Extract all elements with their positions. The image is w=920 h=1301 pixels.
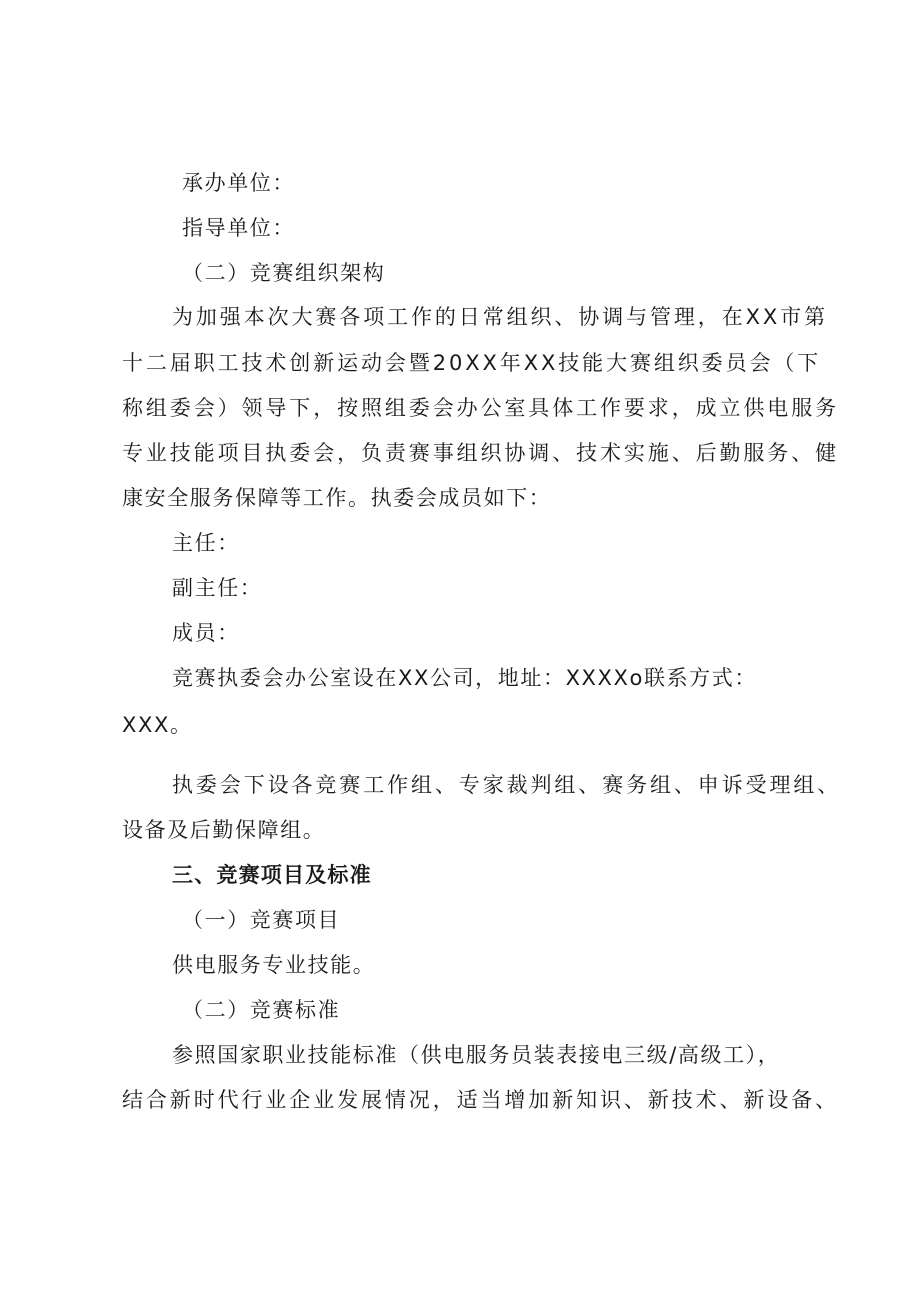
paragraph-line: 康安全服务保障等工作。执委会成员如下： xyxy=(122,486,552,510)
paragraph-line: 称组委会）领导下，按照组委会办公室具体工作要求，成立供电服务 xyxy=(122,396,839,420)
organizer-label: 承办单位： xyxy=(182,171,295,195)
director-label: 主任： xyxy=(172,531,240,555)
guide-unit-label: 指导单位： xyxy=(182,216,295,240)
contact-value: XXX。 xyxy=(122,713,193,737)
subheading-organization: （二）竞赛组织架构 xyxy=(182,261,386,285)
subheading-standard: （二）竞赛标准 xyxy=(182,998,341,1022)
paragraph-line: 供电服务专业技能。 xyxy=(172,953,376,977)
office-address-line: 竞赛执委会办公室设在XX公司，地址：XXXXo联系方式： xyxy=(172,666,757,690)
paragraph-line: 执委会下设各竞赛工作组、专家裁判组、赛务组、申诉受理组、 xyxy=(172,773,842,797)
paragraph-line: 设备及后勤保障组。 xyxy=(122,818,326,842)
paragraph-line: 为加强本次大赛各项工作的日常组织、协调与管理，在XX市第 xyxy=(172,305,828,329)
subheading-project: （一）竞赛项目 xyxy=(182,908,341,932)
paragraph-line: 十二届职工技术创新运动会暨20XX年XX技能大赛组织委员会（下 xyxy=(122,351,822,375)
deputy-director-label: 副主任： xyxy=(172,576,263,600)
section-heading: 三、竞赛项目及标准 xyxy=(172,863,372,887)
paragraph-line: 结合新时代行业企业发展情况，适当增加新知识、新技术、新设备、 xyxy=(122,1088,839,1112)
members-label: 成员： xyxy=(172,621,240,645)
paragraph-line: 参照国家职业技能标准（供电服务员装表接电三级/高级工）， xyxy=(172,1043,781,1067)
paragraph-line: 专业技能项目执委会，负责赛事组织协调、技术实施、后勤服务、健 xyxy=(122,441,839,465)
